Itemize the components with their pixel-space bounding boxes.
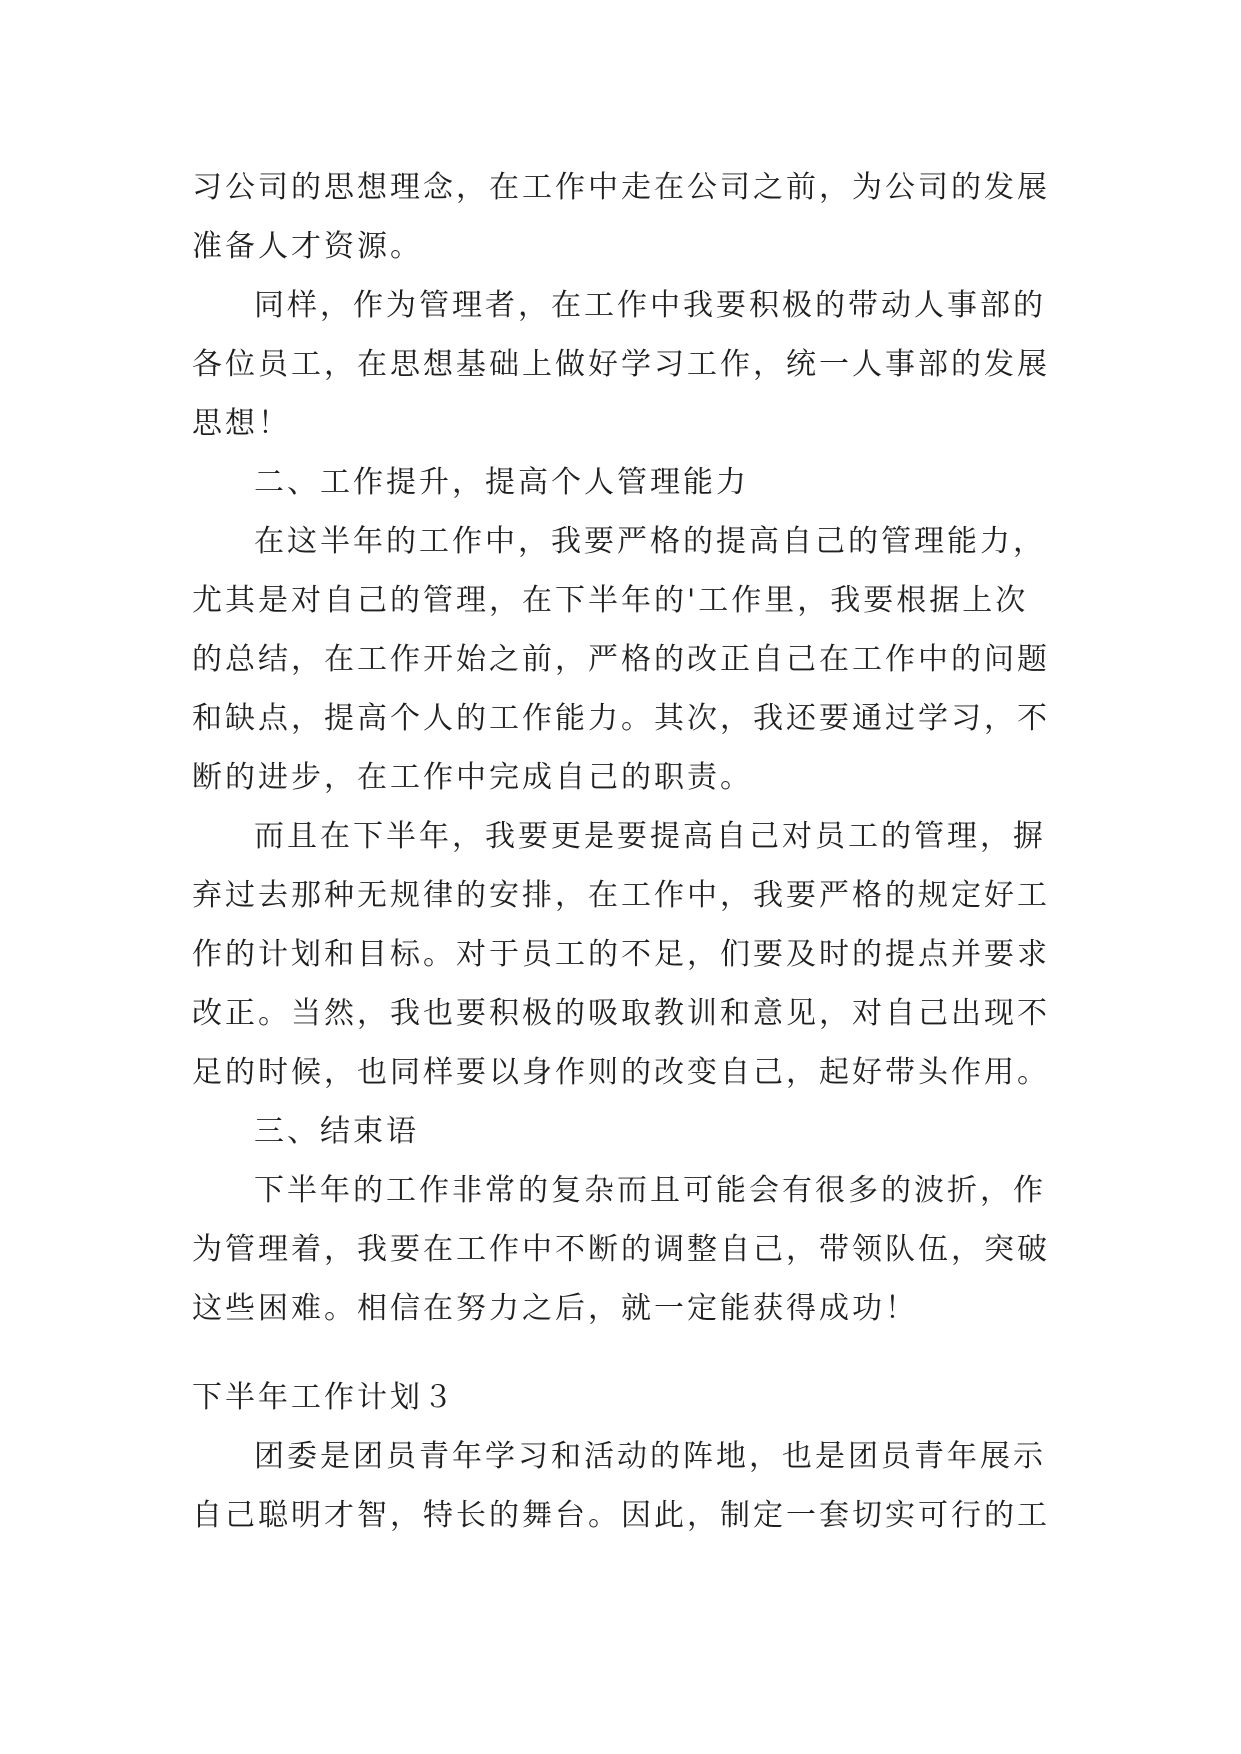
paragraph-line: 准备人才资源。: [192, 229, 423, 264]
paragraph-line: 足的时候，也同样要以身作则的改变自己，起好带头作用。: [192, 1055, 1050, 1090]
paragraph-line: 下半年的工作非常的复杂而且可能会有很多的波折，作: [254, 1173, 1046, 1208]
paragraph-line: 各位员工，在思想基础上做好学习工作，统一人事部的发展: [192, 347, 1050, 382]
paragraph-line: 为管理着，我要在工作中不断的调整自己，带领队伍，突破: [192, 1232, 1050, 1267]
paragraph-line: 同样，作为管理者，在工作中我要积极的带动人事部的: [254, 288, 1046, 323]
paragraph-line: 尤其是对自己的管理，在下半年的'工作里，我要根据上次: [192, 583, 1029, 618]
paragraph-line: 在这半年的工作中，我要严格的提高自己的管理能力，: [254, 524, 1046, 559]
paragraph-line: 改正。当然，我也要积极的吸取教训和意见，对自己出现不: [192, 996, 1050, 1031]
paragraph-line: 断的进步，在工作中完成自己的职责。: [192, 760, 753, 795]
body-text-block-1: [192, 158, 1072, 1338]
paragraph-line: 的总结，在工作开始之前，严格的改正自己在工作中的问题: [192, 642, 1050, 677]
body-text-block-2: [192, 1368, 1072, 1545]
paragraph-line: 习公司的思想理念，在工作中走在公司之前，为公司的发展: [192, 170, 1050, 205]
paragraph-line: 这些困难。相信在努力之后，就一定能获得成功！: [192, 1291, 918, 1326]
paragraph-line: 自己聪明才智，特长的舞台。因此，制定一套切实可行的工: [192, 1498, 1050, 1533]
section-heading: 二、工作提升，提高个人管理能力: [254, 465, 749, 500]
paragraph-line: 和缺点，提高个人的工作能力。其次，我还要通过学习，不: [192, 701, 1050, 736]
paragraph-line: 而且在下半年，我要更是要提高自己对员工的管理，摒: [254, 819, 1046, 854]
paragraph-line: 弃过去那种无规律的安排，在工作中，我要严格的规定好工: [192, 878, 1050, 913]
document-section-title: 下半年工作计划３: [192, 1380, 456, 1415]
section-heading: 三、结束语: [254, 1114, 419, 1149]
paragraph-line: 作的计划和目标。对于员工的不足，们要及时的提点并要求: [192, 937, 1050, 972]
paragraph-line: 团委是团员青年学习和活动的阵地，也是团员青年展示: [254, 1439, 1046, 1474]
paragraph-line: 思想！: [192, 406, 291, 441]
